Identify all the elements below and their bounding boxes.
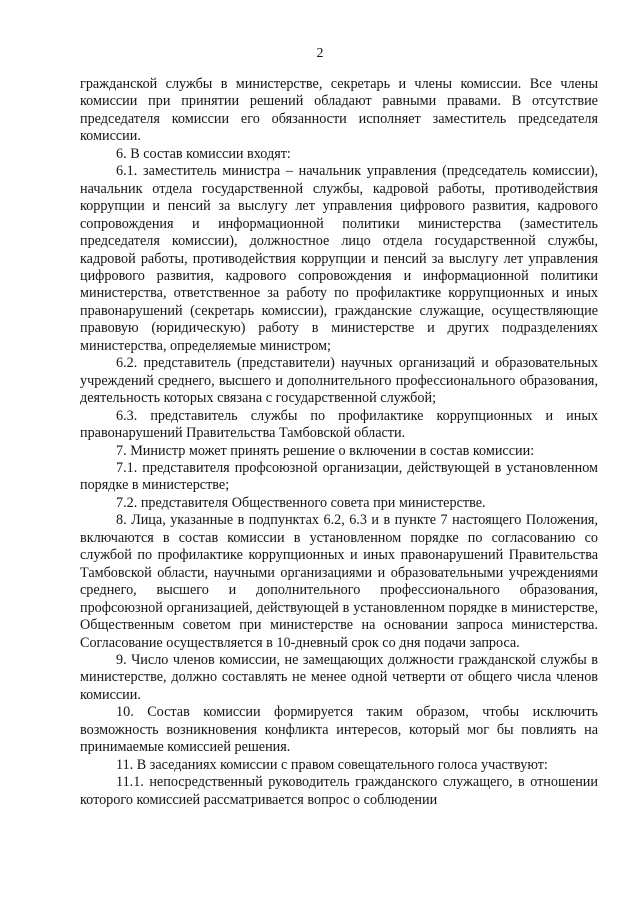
paragraph-item-8: 8. Лица, указанные в подпунктах 6.2, 6.3 и в пункте 7 настоящего Положения, включаются в состав комиссии в установленном порядке по согласованию со службой по профилактике коррупционных и иных правонарушений Правительства Тамбовской области, научными организациями и образовательными учреждениями среднего, высшего и дополнительного профессионального образования, профсоюзной организацией, действующей в установленном порядке в министерстве, Общественным советом при министерстве на основании запроса министерства. Согласование осуществляется в 10-дневный срок со дня подачи запроса. [80,512,598,651]
paragraph-item-6-1: 6.1. заместитель министра – начальник управления (председатель комиссии), начальник отдела государственной службы, кадровой работы, противодействия коррупции и пенсий за выслугу лет управления цифрового развития, кадрового сопровождения и информационной политики министерства (заместитель председателя комиссии), должностное лицо отдела государственной службы, кадровой работы, противодействия коррупции и пенсий за выслугу лет управления цифрового развития, кадрового сопровождения и информационной политики министерства, ответственное за работу по профилактике коррупционных и иных правонарушений (секретарь комиссии), гражданские служащие, осуществляющие правовую (юридическую) работу в министерстве и других подразделениях министерства, определяемые министром; [80,163,598,354]
paragraph-item-6: 6. В состав комиссии входят: [116,145,291,162]
paragraph-item-6-3: 6.3. представитель службы по профилактике коррупционных и иных правонарушений Правительства Тамбовской области. [80,407,598,442]
paragraph-item-11-1: 11.1. непосредственный руководитель гражданского служащего, в отношении которого комиссией рассматривается вопрос о соблюдении [80,774,598,808]
paragraph-item-10: 10. Состав комиссии формируется таким образом, чтобы исключить возможность возникновения конфликта интересов, который мог бы повлиять на принимаемые комиссией решения. [80,704,598,756]
paragraph-item-9: 9. Число членов комиссии, не замещающих должности гражданской службы в министерстве, должно составлять не менее одной четверти от общего числа членов комиссии. [80,651,598,703]
page-number: 2 [316,46,324,61]
paragraph-continuation: гражданской службы в министерстве, секретарь и члены комиссии. Все члены комиссии при принятии решений обладают равными правами. В отсутствие председателя комиссии его обязанности исполняет заместитель председателя комиссии. [80,76,598,145]
paragraph-item-11: 11. В заседаниях комиссии с правом совещательного голоса участвуют: [116,756,548,773]
paragraph-item-7-2: 7.2. представителя Общественного совета при министерстве. [116,494,486,511]
document-body [80,76,598,809]
paragraph-item-6-2: 6.2. представитель (представители) научных организаций и образовательных учреждений среднего, высшего и дополнительного профессионального образования, деятельность которых связана с государственной службой; [80,355,598,407]
paragraph-item-7-1: 7.1. представителя профсоюзной организации, действующей в установленном порядке в министерстве; [80,459,598,494]
paragraph-item-7: 7. Министр может принять решение о включении в состав комиссии: [116,442,535,459]
